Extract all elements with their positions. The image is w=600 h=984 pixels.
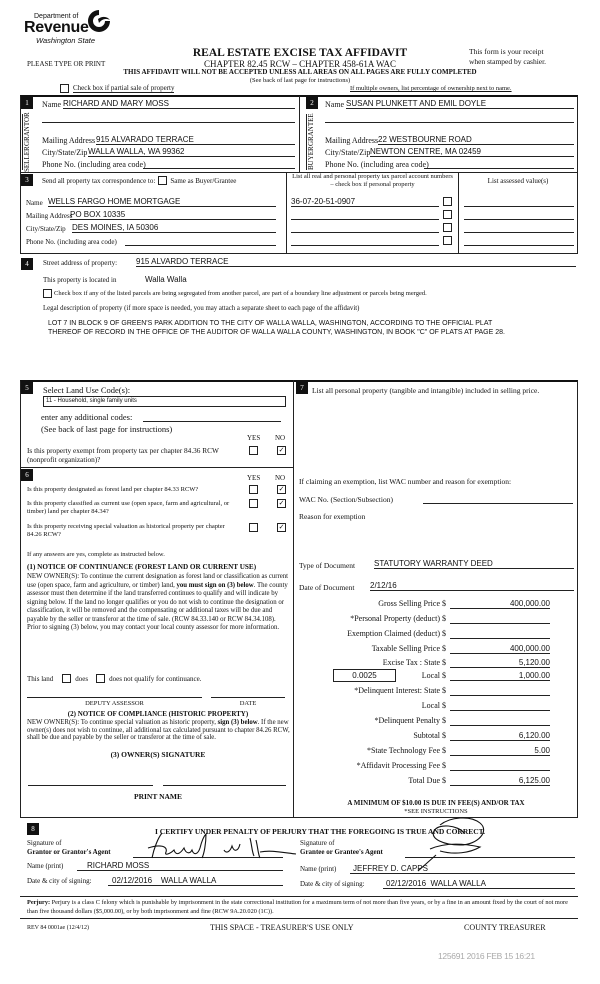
corr-phone-field[interactable] — [125, 236, 276, 246]
corr-name-field[interactable]: WELLS FARGO HOME MORTGAGE — [48, 197, 276, 207]
seller-name-label: Name — [42, 100, 62, 109]
correspondence-label: Send all property tax correspondence to: — [42, 176, 156, 185]
tax-row-personal-property: *Personal Property (deduct) $ — [300, 614, 592, 626]
section-5-number: 5 — [21, 382, 33, 394]
gross-selling-price-field[interactable]: 400,000.00 — [450, 599, 550, 609]
seller-address-field[interactable]: 915 ALVARADO TERRACE — [96, 135, 295, 145]
section-6-number: 6 — [21, 469, 33, 481]
divider — [286, 172, 287, 254]
affidavit-processing-fee-field[interactable] — [450, 761, 550, 771]
tax-row-gross-selling-price: Gross Selling Price $ 400,000.00 — [378, 599, 550, 608]
seller-city-field[interactable]: WALLA WALLA, WA 99362 — [88, 147, 295, 157]
no-header: NO — [275, 474, 286, 482]
continuance-title: (1) NOTICE OF CONTINUANCE (FOREST LAND OR CURRENT USE) — [27, 563, 257, 571]
current-use-no-checkbox[interactable]: ✓ — [278, 499, 285, 507]
exemption-label: If claiming an exemption, list WAC number and reason for exemption: — [299, 477, 512, 486]
does-not-label: does not qualify for continuance. — [109, 674, 202, 683]
segregated-checkbox[interactable] — [43, 289, 52, 298]
located-label: This property is located in — [43, 276, 117, 284]
tax-row-subtotal: Subtotal $ 6,120.00 — [413, 731, 550, 740]
legal-description[interactable]: LOT 7 IN BLOCK 9 OF GREEN'S PARK ADDITION TO THE CITY OF WALLA WALLA, WASHINGTON, ACCORDING TO THE OFFICIAL PLAT THEREOF OF RECORD IN THE OFFICE OF THE AUDITOR OF WALLA WALLA COUNTY, WASHINGTON, IN BOOK "C" OF PLATS AT PAGE 28. — [48, 320, 505, 336]
seller-name-line2[interactable] — [42, 122, 295, 123]
assessor-date-line[interactable] — [211, 697, 285, 698]
subtotal-field[interactable]: 6,120.00 — [450, 731, 550, 741]
buyer-phone-field[interactable] — [424, 159, 574, 169]
assessed-value-4[interactable] — [464, 236, 574, 246]
logo-line2: Revenue — [24, 19, 89, 36]
tax-row-delinquent-interest-local: Local $ — [300, 701, 592, 713]
doc-type-label: Type of Document — [299, 561, 356, 570]
exempt-question: Is this property exempt from property tax per chapter 84.36 RCW (nonprofit organization)? — [27, 446, 219, 464]
buyer-name-label: Name — [325, 100, 345, 109]
assessed-value-3[interactable] — [464, 223, 574, 233]
buyer-city-label: City/State/Zip — [325, 148, 371, 157]
parcel-number-2[interactable] — [291, 210, 439, 220]
section-2-number: 2 — [306, 97, 318, 109]
county-treasurer: COUNTY TREASURER — [464, 923, 546, 932]
forest-yes-checkbox[interactable] — [249, 485, 258, 494]
additional-codes-field[interactable] — [143, 421, 281, 422]
footer-divider-top — [20, 896, 578, 897]
dor-swirl-icon — [86, 8, 112, 34]
seller-city-label: City/State/Zip — [42, 148, 88, 157]
current-use-yes-checkbox[interactable] — [249, 499, 258, 508]
assessed-value-1[interactable] — [464, 197, 574, 207]
historic-yes-checkbox[interactable] — [249, 523, 258, 532]
legal-label: Legal description of property (if more space is needed, you may attach a separate sheet to each page of the affidavit) — [43, 305, 360, 312]
grantor-name-field[interactable]: RICHARD MOSS — [77, 861, 283, 871]
state-technology-fee-field[interactable]: 5.00 — [450, 746, 550, 756]
parcel-number-3[interactable] — [291, 223, 439, 233]
land-use-instructions: (See back of last page for instructions) — [41, 424, 173, 434]
footer-divider-bottom — [20, 918, 578, 919]
logo-line3: Washington State — [36, 36, 96, 45]
grantor-date-label: Date & city of signing: — [27, 877, 92, 885]
delinquent-interest-local-field[interactable] — [450, 701, 550, 711]
corr-address-label: Mailing Address — [26, 212, 73, 220]
buyer-address-label: Mailing Address — [325, 136, 379, 145]
doc-date-field[interactable]: 2/12/16 — [370, 581, 574, 591]
seller-name-field[interactable]: RICHARD AND MARY MOSS — [63, 99, 295, 109]
acceptance-warning: THIS AFFIDAVIT WILL NOT BE ACCEPTED UNLESS ALL AREAS ON ALL PAGES ARE FULLY COMPLETED — [123, 68, 477, 76]
center-divider — [293, 380, 294, 817]
tax-row-exemption-claimed: Exemption Claimed (deduct) $ — [300, 629, 592, 641]
if-yes-note: If any answers are yes, complete as instructed below. — [27, 551, 165, 558]
logo-line1: Department of — [34, 13, 79, 20]
divider — [458, 172, 459, 254]
certification-statement: I CERTIFY UNDER PENALTY OF PERJURY THAT THE FOREGOING IS TRUE AND CORRECT. — [154, 827, 485, 836]
yes-header: YES — [247, 434, 261, 442]
parcel-personal-checkbox-2[interactable] — [443, 210, 452, 219]
exemption-claimed-field[interactable] — [450, 629, 550, 639]
deputy-assessor-signature-line[interactable] — [27, 697, 202, 698]
owner-print-name-line[interactable] — [163, 785, 286, 786]
seller-side-label: SELLER GRANTOR — [22, 114, 38, 170]
parcel-number-4[interactable] — [291, 236, 439, 246]
grantor-date-field[interactable]: 02/12/2016 WALLA WALLA — [108, 876, 283, 886]
segregated-label: Check box if any of the listed parcels are being segregated from another parcel, are part of a boundary line adjustment or parcels being merged. — [54, 290, 427, 297]
treasurer-stamp: 125691 2016 FEB 15 16:21 — [438, 951, 535, 961]
located-value[interactable]: Walla Walla — [145, 275, 187, 284]
tax-row-excise-state: Excise Tax : State $ 5,120.00 — [382, 658, 550, 667]
treasurer-use-only: THIS SPACE - TREASURER'S USE ONLY — [210, 923, 354, 932]
buyer-phone-label: Phone No. (including area code) — [325, 160, 429, 169]
forest-question: Is this property designated as forest land per chapter 84.33 RCW? — [27, 486, 199, 493]
buyer-name-field[interactable]: SUSAN PLUNKETT AND EMIL DOYLE — [346, 99, 574, 109]
corr-city-label: City/State/Zip — [26, 225, 66, 233]
current-use-question: Is this property classified as current use (open space, farm and agricultural, or timber) land per chapter 84.34? — [27, 500, 230, 515]
excise-local-field[interactable]: 1,000.00 — [450, 671, 550, 681]
corr-address-field[interactable]: PO BOX 10335 — [70, 210, 276, 220]
see-back-note: (See back of last page for instructions) — [249, 77, 351, 84]
grantee-name-label: Name (print) — [300, 865, 337, 873]
yes-header: YES — [247, 474, 261, 482]
seller-address-label: Mailing Address — [42, 136, 96, 145]
doc-date-label: Date of Document — [299, 583, 355, 592]
compliance-title: (2) NOTICE OF COMPLIANCE (HISTORIC PROPERTY) — [67, 710, 249, 718]
grantor-name-label: Name (print) — [27, 862, 64, 870]
tax-row-delinquent-penalty: *Delinquent Penalty $ — [300, 716, 592, 728]
historic-question: Is this property receiving special valuation as historical property per chapter 84.26 RCW? — [27, 523, 225, 538]
parcel-personal-checkbox-4[interactable] — [443, 236, 452, 245]
grantee-name-field[interactable]: JEFFREY D. CAPPS — [350, 864, 575, 874]
does-not-qualify-checkbox[interactable] — [96, 674, 105, 683]
parcel-number-1[interactable]: 36-07-20-51-0907 — [291, 197, 439, 207]
owner-signature-line[interactable] — [28, 785, 153, 786]
parcel-personal-checkbox-3[interactable] — [443, 223, 452, 232]
additional-codes-label: enter any additional codes: — [41, 412, 133, 422]
partial-sale-checkbox[interactable] — [60, 84, 69, 93]
deputy-assessor-label: DEPUTY ASSESSOR — [85, 700, 144, 707]
seller-phone-field[interactable] — [143, 159, 295, 169]
form-chapters: CHAPTER 82.45 RCW – CHAPTER 458-61A WAC — [204, 59, 396, 69]
same-as-buyer-label: Same as Buyer/Grantee — [170, 176, 237, 185]
local-rate-field[interactable]: 0.0025 — [333, 669, 396, 682]
please-type: PLEASE TYPE OR PRINT — [27, 60, 106, 68]
does-label: does — [75, 674, 89, 683]
partial-sale-label: Check box if partial sale of property — [73, 84, 175, 92]
grantee-date-field[interactable]: 02/12/2016 WALLA WALLA — [383, 879, 575, 889]
this-land-row — [27, 674, 201, 683]
grantor-sig-label: Signature of Grantor or Grantor's Agent — [27, 839, 111, 856]
dor-logo — [24, 6, 124, 48]
receipt-note-2: when stamped by cashier. — [469, 57, 547, 66]
reason-label: Reason for exemption — [299, 512, 366, 521]
exempt-no-checkbox[interactable]: ✓ — [278, 446, 285, 454]
grantor-signature-scribble — [140, 830, 300, 862]
total-due-field[interactable]: 6,125.00 — [450, 776, 550, 786]
same-as-buyer-checkbox[interactable] — [158, 176, 167, 185]
corr-name-label: Name — [26, 199, 43, 207]
receipt-note-1: This form is your receipt — [469, 47, 544, 56]
wac-field[interactable] — [423, 494, 573, 504]
corr-phone-label: Phone No. (including area code) — [26, 238, 117, 246]
grantee-sig-label: Signature of Grantee or Grantee's Agent — [300, 839, 383, 856]
section-4-number: 4 — [21, 258, 33, 270]
section-1-number: 1 — [21, 97, 33, 109]
continuance-text: NEW OWNER(S): To continue the current designation as forest land or classification as current use (open space, farm and agriculture, or timber) land, you must sign on (3) below. The county assessor must then determine if the land transferred continues to qualify and will indicate by signing below. If the land no longer qualifies or you do not wish to continue the designation or classification, it will be removed and the compensating or additional taxes will be due and payable by the seller or transferor at the time of sale. (RCW 84.33.140 or RCW 84.34.108). Prior to signing (3) below, you may contact your local county assessor for more information. — [27, 573, 289, 631]
segregated-row — [43, 289, 427, 298]
section-6-divider — [20, 467, 293, 468]
forest-no-checkbox[interactable]: ✓ — [278, 485, 285, 493]
land-use-label: Select Land Use Code(s): — [43, 385, 131, 395]
minimum-due-note: A MINIMUM OF $10.00 IS DUE IN FEE(S) AND/OR TAX — [347, 799, 525, 807]
owner-signature-title: (3) OWNER(S) SIGNATURE — [110, 750, 206, 759]
doc-type-field[interactable]: STATUTORY WARRANTY DEED — [374, 559, 574, 569]
street-field[interactable]: 915 ALVARDO TERRACE — [136, 257, 576, 267]
grantee-date-label: Date & city of signing: — [300, 880, 365, 888]
historic-no-checkbox[interactable]: ✓ — [278, 523, 285, 531]
does-qualify-checkbox[interactable] — [62, 674, 71, 683]
see-instructions: *SEE INSTRUCTIONS — [404, 808, 468, 815]
this-land-label: This land — [27, 674, 54, 683]
tax-row-state-technology-fee: *State Technology Fee $ 5.00 — [366, 746, 550, 755]
section-8-number: 8 — [27, 823, 39, 835]
compliance-text: NEW OWNER(S): To continue special valuation as historic property, sign (3) below. If the new owner(s) does not wish to continue, all additional tax calculated pursuant to chapter 84.26 RCW, shall be due and payable by the seller or transferor at the time of sale. — [27, 719, 290, 741]
excise-state-field[interactable]: 5,120.00 — [450, 658, 550, 668]
parcels-header: List all real and personal property tax parcel account numbers – check box if personal property — [292, 173, 453, 188]
personal-property-label: List all personal property (tangible and intangible) included in selling price. — [312, 386, 540, 395]
corr-city-field[interactable]: DES MOINES, IA 50306 — [72, 223, 276, 233]
delinquent-interest-state-field[interactable] — [450, 686, 550, 696]
buyer-city-field[interactable]: NEWTON CENTRE, MA 02459 — [370, 147, 574, 157]
delinquent-penalty-field[interactable] — [450, 716, 550, 726]
tax-row-taxable-selling-price: Taxable Selling Price $ 400,000.00 — [371, 644, 550, 653]
multiple-owners-note: If multiple owners, list percentage of ownership next to name. — [350, 85, 512, 92]
divider — [299, 96, 300, 172]
seller-phone-label: Phone No. (including area code) — [42, 160, 146, 169]
street-label: Street address of property: — [43, 259, 118, 267]
assessed-value-2[interactable] — [464, 210, 574, 220]
buyer-name-line2[interactable] — [325, 122, 574, 123]
section-3-number: 3 — [21, 174, 33, 186]
wac-label: WAC No. (Section/Subsection) — [299, 495, 393, 504]
tax-row-affidavit-processing-fee: *Affidavit Processing Fee $ — [300, 761, 592, 773]
parcel-personal-checkbox-1[interactable] — [443, 197, 452, 206]
print-name-label: PRINT NAME — [134, 792, 182, 801]
buyer-side-label: BUYER GRANTEE — [306, 114, 322, 170]
no-header: NO — [275, 434, 286, 442]
buyer-address-field[interactable]: 22 WESTBOURNE ROAD — [378, 135, 574, 145]
tax-row-excise-local: Local $ 1,000.00 — [421, 671, 550, 680]
exempt-yes-checkbox[interactable] — [249, 446, 258, 455]
perjury-notice: Perjury: Perjury is a class C felony which is punishable by imprisonment in the state correctional institution for a maximum term of not more than five years, or by a fine in an amount fixed by the court of not more than five thousand dollars ($5,000.00), or by both imprisonment and fine (RCW 9A.20.020 (1C)). — [27, 899, 568, 915]
form-number: REV 84 0001ae (12/4/12) — [27, 925, 90, 931]
correspondence-label-row — [42, 176, 236, 185]
tax-row-delinquent-interest-state: *Delinquent Interest: State $ — [300, 686, 592, 698]
personal-property-deduct-field[interactable] — [450, 614, 550, 624]
assessor-date-label: DATE — [239, 700, 257, 707]
land-use-select[interactable]: 11 - Household, single family units — [43, 396, 286, 407]
tax-row-total-due: Total Due $ 6,125.00 — [408, 776, 550, 785]
assessed-header: List assessed value(s) — [487, 177, 549, 185]
taxable-selling-price-field[interactable]: 400,000.00 — [450, 644, 550, 654]
partial-sale-row — [60, 84, 174, 93]
section-7-number: 7 — [296, 382, 308, 394]
form-title: REAL ESTATE EXCISE TAX AFFIDAVIT — [192, 47, 408, 59]
